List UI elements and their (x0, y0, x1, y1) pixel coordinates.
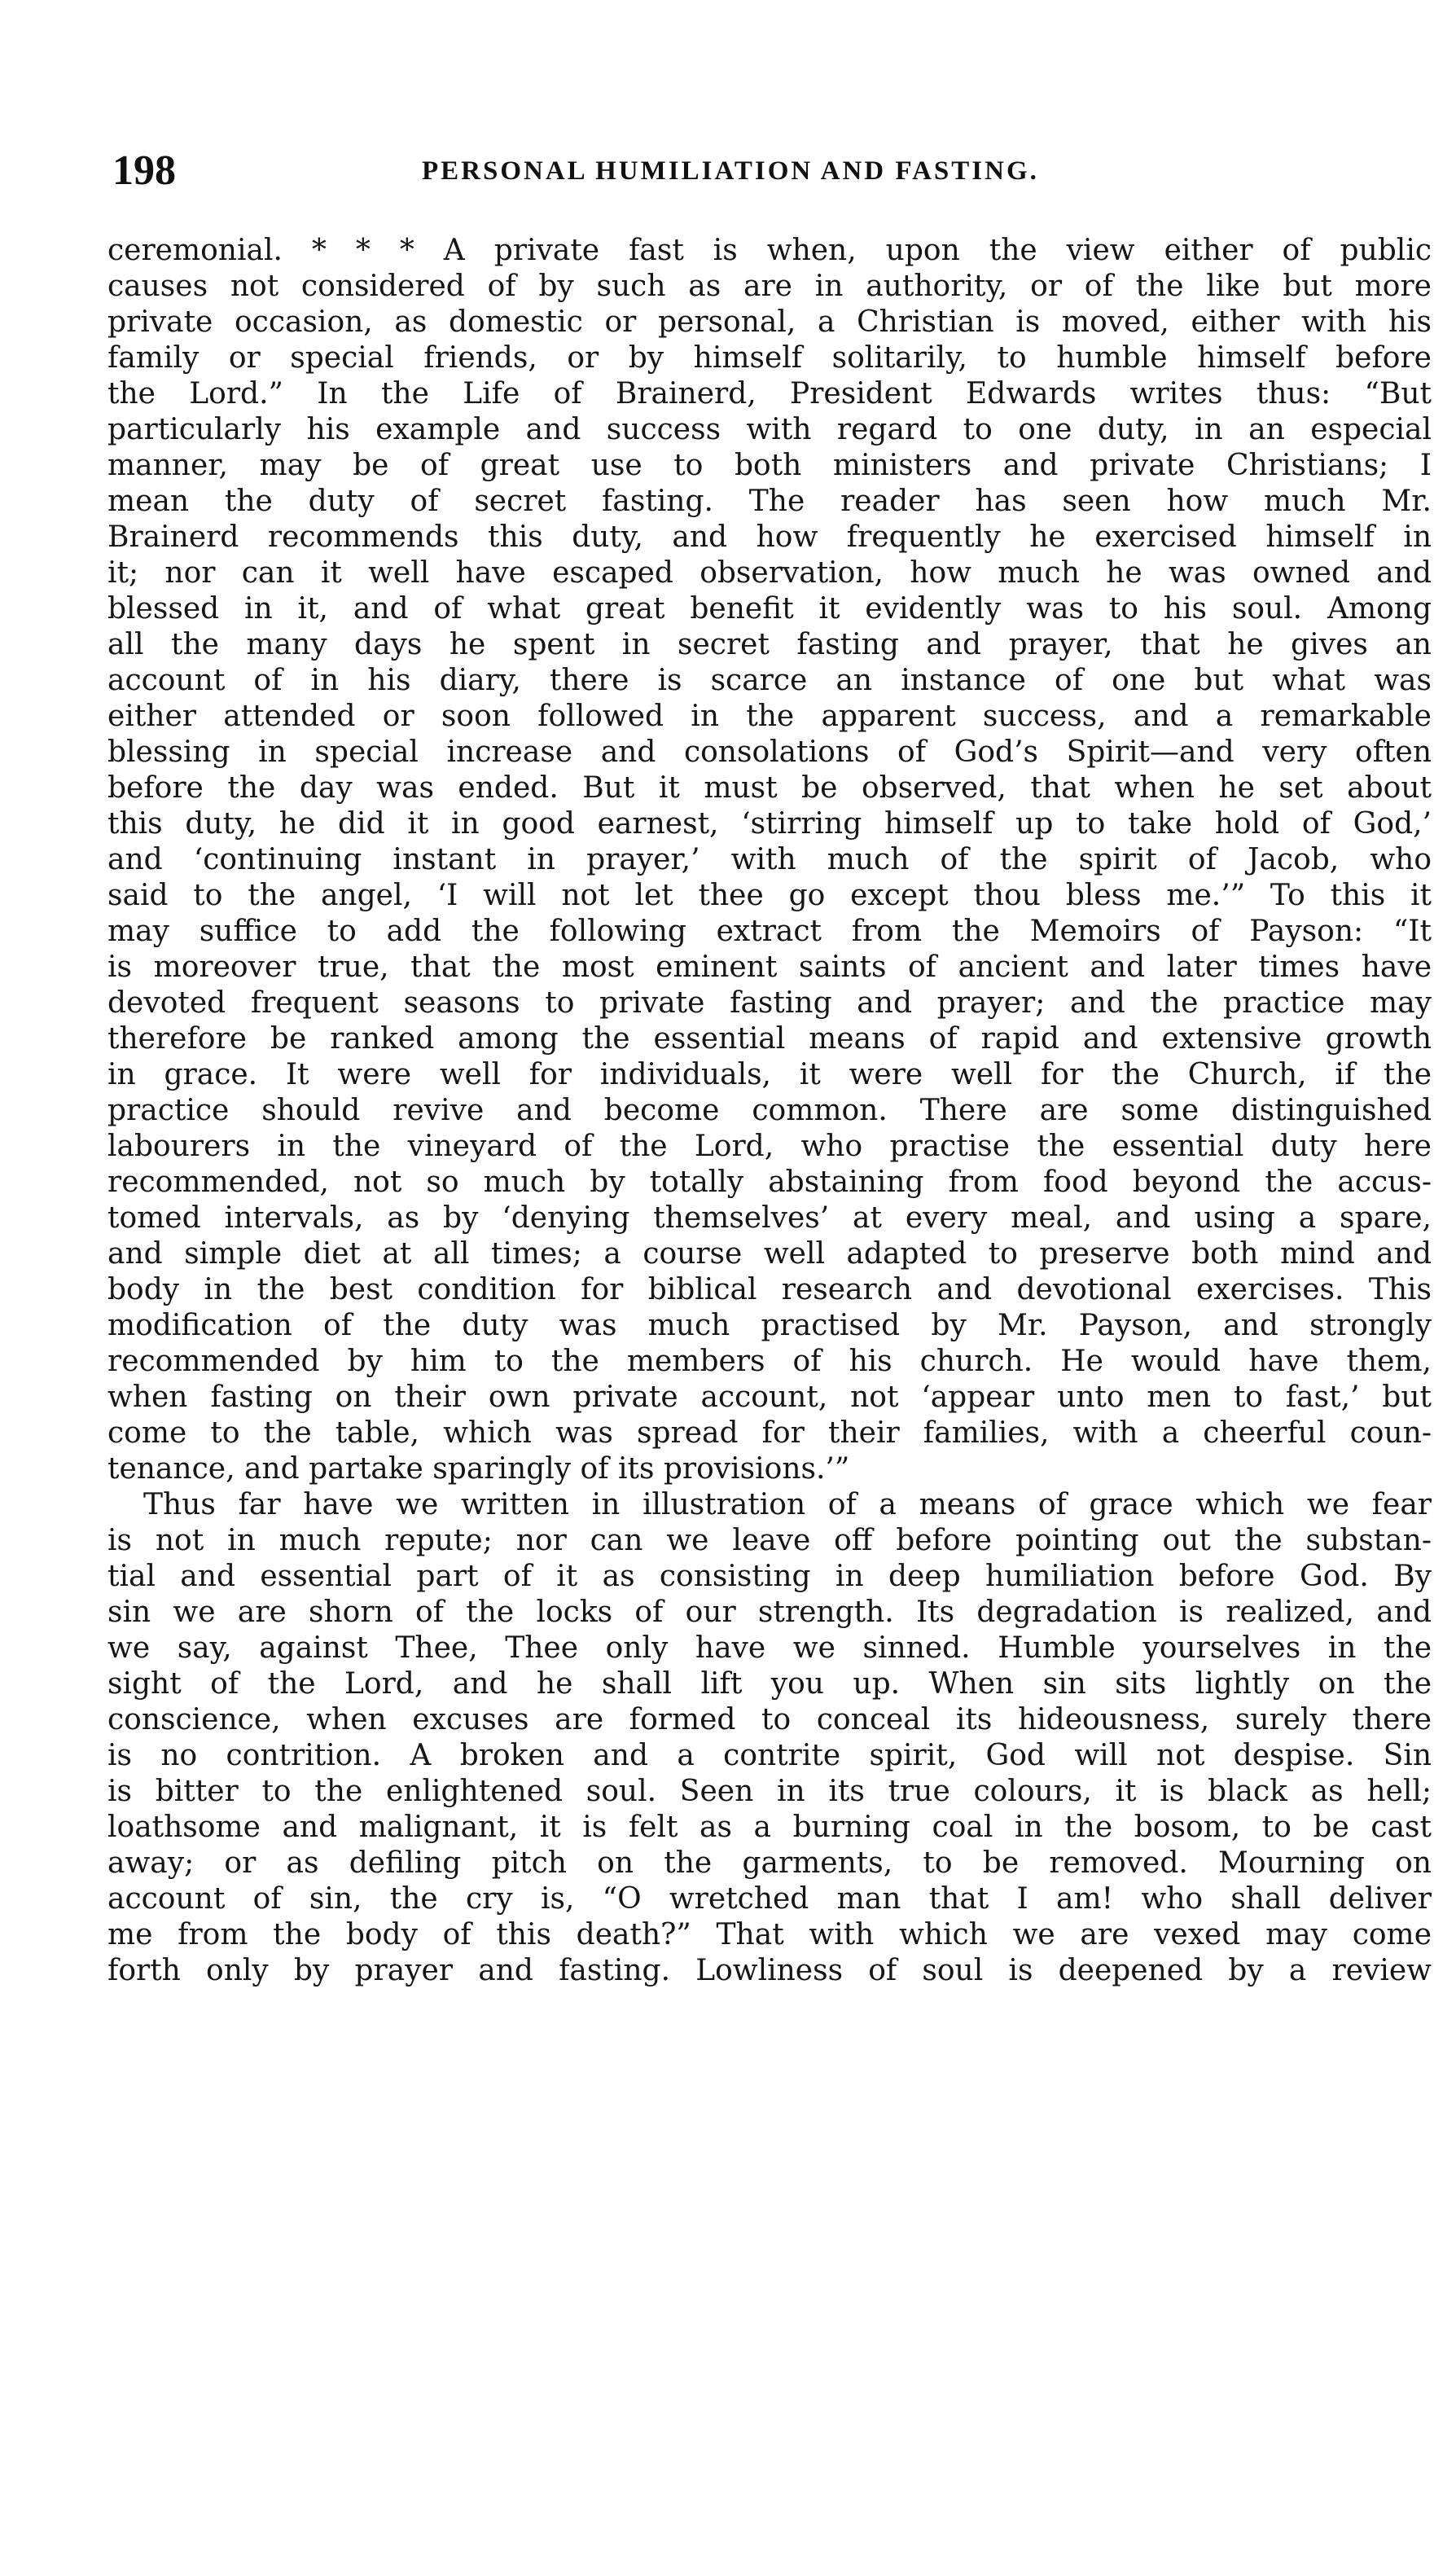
text-line: family or special friends, or by himself solitarily, to humble himself before (107, 341, 1432, 375)
text-line: account of sin, the cry is, “O wretched man that I am! who shall deliver (107, 1882, 1432, 1916)
text-line: mean the duty of secret fasting. The reader has seen how much Mr. (107, 485, 1432, 518)
text-line: it; nor can it well have escaped observation, how much he was owned and (107, 556, 1432, 590)
text-line: modification of the duty was much practised by Mr. Payson, and strongly (107, 1309, 1432, 1342)
text-line: labourers in the vineyard of the Lord, who practise the essential duty here (107, 1130, 1432, 1163)
text-line: is not in much repute; nor can we leave off before pointing out the substan- (107, 1524, 1432, 1557)
text-line: the Lord.” In the Life of Brainerd, President Edwards writes thus: “But (107, 377, 1432, 410)
text-line: tial and essential part of it as consisting in deep humiliation before God. By (107, 1560, 1432, 1593)
text-line: forth only by prayer and fasting. Lowliness of soul is deepened by a review (107, 1954, 1432, 1987)
text-line: all the many days he spent in secret fasting and prayer, that he gives an (107, 628, 1432, 661)
text-line: private occasion, as domestic or personal, a Christian is moved, either with his (107, 305, 1432, 339)
text-line: loathsome and malignant, it is felt as a burning coal in the bosom, to be cast (107, 1811, 1432, 1844)
page-number: 198 (112, 147, 176, 194)
paragraph-2 (107, 1487, 1432, 1989)
text-line: sin we are shorn of the locks of our strength. Its degradation is realized, and (107, 1596, 1432, 1629)
text-line: recommended, not so much by totally abstaining from food beyond the accus- (107, 1165, 1432, 1199)
text-line: tenance, and partake sparingly of its provisions.’” (107, 1452, 850, 1486)
text-line: me from the body of this death?” That with which we are vexed may come (107, 1918, 1432, 1951)
text-line: sight of the Lord, and he shall lift you up. When sin sits lightly on the (107, 1667, 1432, 1701)
body-text (107, 233, 1432, 1989)
text-line: in grace. It were well for individuals, it were well for the Church, if the (107, 1058, 1432, 1091)
text-line: recommended by him to the members of his church. He would have them, (107, 1345, 1432, 1378)
text-line: Thus far have we written in illustration of a means of grace which we fear (143, 1488, 1432, 1521)
text-line: we say, against Thee, Thee only have we sinned. Humble yourselves in the (107, 1631, 1432, 1665)
text-line: ceremonial. * * * A private fast is when, upon the view either of public (107, 234, 1432, 267)
page-header (112, 147, 1425, 195)
text-line: may suffice to add the following extract from the Memoirs of Payson: “It (107, 915, 1432, 948)
text-line: devoted frequent seasons to private fasting and prayer; and the practice may (107, 986, 1432, 1020)
text-line: therefore be ranked among the essential means of rapid and extensive growth (107, 1022, 1432, 1056)
text-line: away; or as defiling pitch on the garments, to be removed. Mourning on (107, 1846, 1432, 1880)
text-line: blessed in it, and of what great benefit it evidently was to his soul. Among (107, 592, 1432, 626)
text-line: tomed intervals, as by ‘denying themselves’ at every meal, and using a spare, (107, 1201, 1432, 1235)
text-line: conscience, when excuses are formed to conceal its hideousness, surely there (107, 1703, 1432, 1736)
text-line: before the day was ended. But it must be observed, that when he set about (107, 771, 1432, 805)
text-line: practice should revive and become common. There are some distinguished (107, 1094, 1432, 1127)
text-line: causes not considered of by such as are in authority, or of the like but more (107, 270, 1432, 303)
text-line: manner, may be of great use to both ministers and private Christians; I (107, 449, 1432, 482)
text-line: Brainerd recommends this duty, and how frequently he exercised himself in (107, 520, 1432, 554)
text-line: either attended or soon followed in the apparent success, and a remarkable (107, 700, 1432, 733)
text-line: blessing in special increase and consolations of God’s Spirit—and very often (107, 735, 1432, 769)
text-line: come to the table, which was spread for their families, with a cheerful coun- (107, 1416, 1432, 1450)
text-line: when fasting on their own private account, not ‘appear unto men to fast,’ but (107, 1381, 1432, 1414)
text-line: is bitter to the enlightened soul. Seen in its true colours, it is black as hell; (107, 1775, 1432, 1808)
running-title: PERSONAL HUMILIATION AND FASTING. (422, 156, 1039, 186)
text-line: is moreover true, that the most eminent saints of ancient and later times have (107, 950, 1432, 984)
text-line: and ‘continuing instant in prayer,’ with much of the spirit of Jacob, who (107, 843, 1432, 876)
text-line: and simple diet at all times; a course well adapted to preserve both mind and (107, 1237, 1432, 1271)
text-line: is no contrition. A broken and a contrite spirit, God will not despise. Sin (107, 1739, 1432, 1772)
text-line: body in the best condition for biblical research and devotional exercises. This (107, 1273, 1432, 1306)
text-line: particularly his example and success with regard to one duty, in an especial (107, 413, 1432, 446)
text-line: said to the angel, ‘I will not let thee go except thou bless me.’” To this it (107, 879, 1432, 912)
paragraph-1 (107, 233, 1432, 1487)
text-line: account of in his diary, there is scarce an instance of one but what was (107, 664, 1432, 697)
text-line: this duty, he did it in good earnest, ‘stirring himself up to take hold of God,’ (107, 807, 1432, 841)
